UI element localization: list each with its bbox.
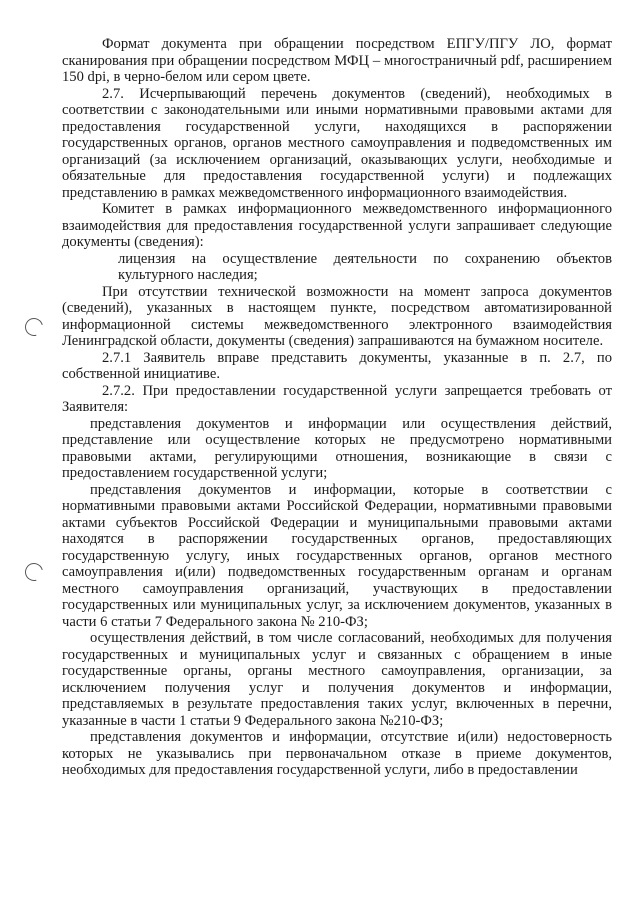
punch-hole-mark <box>22 560 47 585</box>
paragraph-no-technical-possibility: При отсутствии технической возможности на момент запроса документов (сведений), указанных в настоящем пункте, посредством автоматизированной информационной системы межведомственного электронного взаимодействия Ленинградской области, документы (сведения) запрашиваются на бумажном носителе. <box>62 283 612 349</box>
paragraph-2-7-2: 2.7.2. При предоставлении государственной услуги запрещается требовать от Заявителя: <box>62 382 612 415</box>
list-item-prohibition-1: представления документов и информации или осуществления действий, представление или осуществление которых не предусмотрено нормативными правовыми актами, регулирующими отношения, возникающие в связи с предоставлением государственной услуги; <box>62 415 612 481</box>
list-item-prohibition-4: представления документов и информации, отсутствие и(или) недостоверность которых не указывались при первоначальном отказе в приеме документов, необходимых для предоставления государственной услуги, либо в предоставлении <box>62 729 612 778</box>
punch-hole-mark <box>22 315 47 340</box>
list-item-prohibition-2: представления документов и информации, которые в соответствии с нормативными правовыми актами Российской Федерации, нормативными правовыми актами субъектов Российской Федерации и муниципальными правовыми актами находятся в распоряжении государственных органов, предоставляющих государственную услугу, иных государственных органов, органов местного самоуправления и(или) подведомственных государственным органам и органам местного самоуправления организаций, участвующих в предоставлении государственных или муниципальных услуг, за исключением документов, указанных в части 6 статьи 7 Федерального закона № 210-ФЗ; <box>62 481 612 630</box>
paragraph-2-7-1: 2.7.1 Заявитель вправе представить документы, указанные в п. 2.7, по собственной инициативе. <box>62 349 612 382</box>
list-item-license: лицензия на осуществление деятельности по сохранению объектов культурного наследия; <box>118 250 612 283</box>
list-item-prohibition-3: осуществления действий, в том числе согласований, необходимых для получения государственных и муниципальных услуг и связанных с обращением в иные государственные органы, органы местного самоуправления, организации, за исключением получения услуг и получения документов и информации, представляемых в результате предоставления таких услуг, включенных в перечни, указанные в части 1 статьи 9 Федерального закона №210-ФЗ; <box>62 630 612 729</box>
document-body <box>62 36 612 779</box>
paragraph-committee-request: Комитет в рамках информационного межведомственного информационного взаимодействия для предоставления государственной услуги запрашивает следующие документы (сведения): <box>62 201 612 250</box>
paragraph-format: Формат документа при обращении посредством ЕПГУ/ПГУ ЛО, формат сканирования при обращении посредством МФЦ – многостраничный pdf, расширением 150 dpi, в черно-белом или сером цвете. <box>62 36 612 85</box>
paragraph-2-7: 2.7. Исчерпывающий перечень документов (сведений), необходимых в соответствии с законодательными или иными нормативными правовыми актами для предоставления государственной услуги, находящихся в распоряжении государственных органов, органов местного самоуправления и подведомственных им организаций (за исключением организаций, оказывающих услуги, необходимые и обязательные для предоставления государственной услуги) и подлежащих представлению в рамках межведомственного информационного взаимодействия. <box>62 85 612 201</box>
